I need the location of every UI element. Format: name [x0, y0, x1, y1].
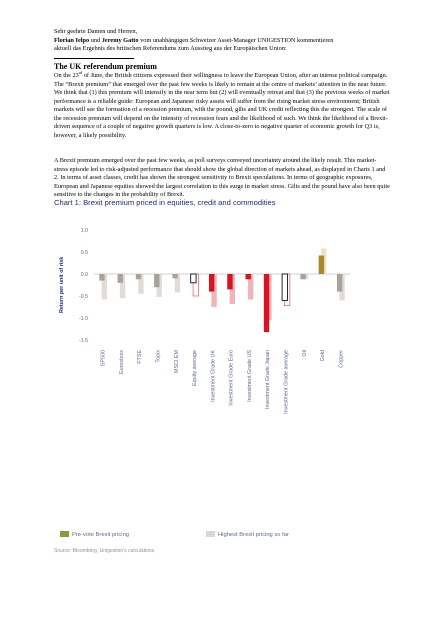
x-tick-label: Investment Grade UK — [210, 350, 217, 402]
bar-pre-vote — [337, 274, 342, 292]
bar-pre-vote — [191, 274, 196, 283]
y-tick-label: 0.0 — [80, 271, 88, 278]
bar-pre-vote — [282, 274, 287, 300]
bar-pre-vote — [154, 274, 159, 287]
intro-line-rest: vom unabhängigen Schweizer Asset-Manager UNIGESTION kommentieren — [140, 36, 334, 44]
intro-line-authors — [54, 37, 414, 46]
legend-item-pre-vote — [60, 531, 129, 538]
intro-line: aktuell das Ergebnis des britischen Referendums zum Ausstieg aus der Europäischen Union: — [54, 45, 287, 52]
x-tick-label: Investment Grade Euro — [228, 350, 235, 406]
x-tick-label: Gold — [320, 350, 327, 362]
legend-swatch-pre-vote — [60, 531, 69, 537]
x-tick-label: Topix — [155, 350, 162, 363]
y-tick-label: 0.5 — [80, 249, 88, 256]
y-tick-label: -0.5 — [79, 293, 88, 300]
chart-source: Source: Bloomberg, Unigestion's calculations. — [54, 548, 156, 554]
y-axis-label: Return per unit of risk — [59, 256, 65, 313]
y-tick-label: -1.0 — [79, 315, 88, 322]
author-name: Florian Ielpo — [54, 36, 90, 44]
x-tick-label: Investment Grade average — [283, 350, 290, 414]
x-tick-label: SP500 — [100, 350, 107, 367]
legend-item-highest — [206, 531, 289, 538]
x-tick-label: Eurostoxx — [118, 350, 125, 374]
section-heading: The UK referendum premium — [54, 62, 157, 71]
legend-label: Pre-vote Brexit pricing — [72, 532, 130, 538]
y-tick-label: 1.0 — [80, 227, 88, 234]
legend-swatch-highest — [206, 531, 215, 537]
p1-start: On the 23 — [54, 72, 79, 79]
x-tick-label: Copper — [338, 350, 345, 368]
bar-chart — [54, 208, 384, 528]
y-tick-label: -1.5 — [79, 337, 88, 344]
bar-pre-vote — [319, 256, 324, 274]
bar-pre-vote — [172, 274, 177, 278]
intro-block — [54, 28, 414, 54]
x-tick-label: Oil — [301, 350, 308, 357]
salutation: Sehr geehrte Damen und Herren, — [54, 28, 138, 35]
x-tick-label: Investment Grade US — [246, 350, 253, 402]
x-tick-label: FTSE — [137, 350, 144, 364]
p1-body: of June, the British citizens expressed their willingness to leave the European Union, after an intense political campaign. The “Brexit premium” that emerged over the past few weeks is likely to remain at the centre of markets’ attention in the near future. We think that (1) this premium will intensify in the near term but (2) will eventually retreat and that (3) the previous weeks of market performance is a reliable guide: European and Japanese risky assets will suffer from the rising market stress environment; British markets will see the formation of a recession premium, with the pound, gilts and UK credit reflecting this the strongest. The scale of the recession premium will depend on the intensity of recession fears and the likelihood of such. We think the likelihood of a Brexit-driven sequence of a couple of negative growth quarters is low. A close-to-zero to negative quarter of economic growth for Q3 is, however, a likely possibility. — [54, 72, 390, 139]
bar-pre-vote — [118, 274, 123, 283]
bar-pre-vote — [209, 274, 214, 292]
bar-pre-vote — [300, 274, 305, 279]
paragraph-2: A Brexit premium emerged over the past few weeks, as poll surveys conveyed uncertainty around the likely result. This market-stress episode led to risk-adjusted performance that should show the global direction of markets ahead, as displayed in Charts 1 and 2. In terms of asset classes, credit has shown the strongest sensitivity to Brexit speculations. In terms of geographic exposures, European and Japanese equities showed the largest correlation to this surge in market stress. Gilts and the pound have also been quite sensitive to the changes in the probability of Brexit. — [54, 157, 390, 198]
x-tick-label: Equity average — [192, 350, 199, 386]
bar-pre-vote — [227, 274, 232, 289]
legend-label: Highest Brexit pricing so far — [218, 532, 289, 538]
conjunction: und — [90, 36, 101, 44]
x-tick-label: Investment Grade Japan — [265, 350, 272, 410]
bar-pre-vote — [246, 274, 251, 279]
ordinal-superscript: rd — [78, 70, 83, 75]
bar-pre-vote — [136, 274, 141, 279]
chart-title: Chart 1: Brexit premium priced in equities, credit and commodities — [54, 198, 276, 207]
author-name: Jeremy Gatto — [101, 36, 139, 44]
bar-pre-vote — [99, 274, 104, 281]
paragraph-1 — [54, 72, 390, 140]
x-tick-label: MSCI EM — [173, 350, 180, 374]
separator-rule — [54, 58, 134, 59]
bar-pre-vote — [264, 274, 269, 332]
